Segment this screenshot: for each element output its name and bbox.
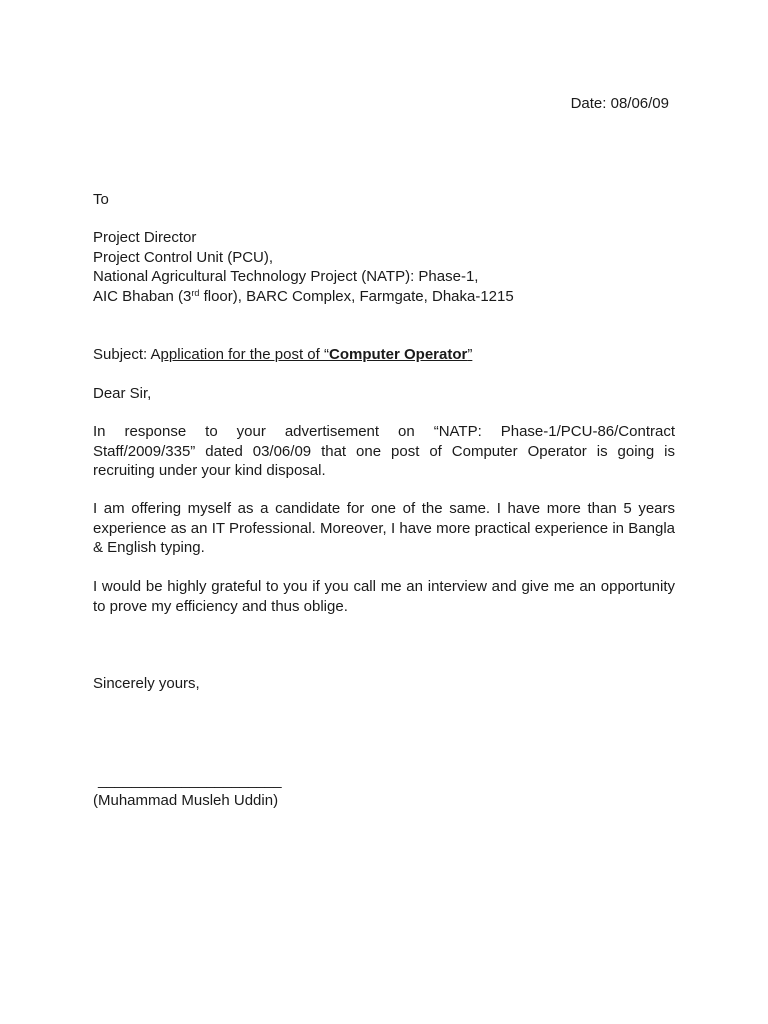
closing-text: Sincerely yours, <box>93 675 200 692</box>
letter-date: Date: 08/06/09 <box>570 95 669 112</box>
address-line-3: National Agricultural Technology Project (NATP): Phase-1, <box>93 268 479 285</box>
subject-line <box>93 345 675 365</box>
signature-block <box>93 771 675 810</box>
signature-line: ______________________ <box>98 772 282 789</box>
address-line-4-end: floor), BARC Complex, Farmgate, Dhaka-1215 <box>199 287 514 305</box>
address-line-4-superscript: rd <box>191 287 200 298</box>
address-line-4-start: AIC Bhaban (3 <box>93 287 192 305</box>
body-paragraph-1: In response to your advertisement on “NATP: Phase-1/PCU-86/Contract Staff/2009/335” dated 03/06/09 that one post of Computer Operator is going is recruiting under your kind disposal. <box>93 423 675 479</box>
salutation <box>93 384 675 404</box>
closing <box>93 674 675 694</box>
address-line-4 <box>93 287 675 307</box>
subject-underlined <box>161 346 473 363</box>
body-paragraph-3: I would be highly grateful to you if you call me an interview and give me an opportunity to prove my efficiency and thus oblige. <box>93 578 675 615</box>
body-paragraph-2: I am offering myself as a candidate for one of the same. I have more than 5 years experience as an IT Professional. Moreover, I have more practical experience in Bangla & English typing. <box>93 500 675 556</box>
salutation-text: Dear Sir, <box>93 385 152 402</box>
subject-prefix: Subject: A <box>93 346 161 363</box>
address-line-1: Project Director <box>93 229 197 246</box>
recipient-address <box>93 228 675 306</box>
address-line-2: Project Control Unit (PCU), <box>93 248 274 266</box>
subject-title: pplication for the post of “ <box>160 346 329 363</box>
to-label: To <box>93 191 109 208</box>
recipient-to <box>93 190 675 210</box>
subject-quote-end: ” <box>467 346 473 363</box>
subject-position: Computer Operator <box>328 346 468 363</box>
signatory-name: (Muhammad Musleh Uddin) <box>93 791 279 809</box>
